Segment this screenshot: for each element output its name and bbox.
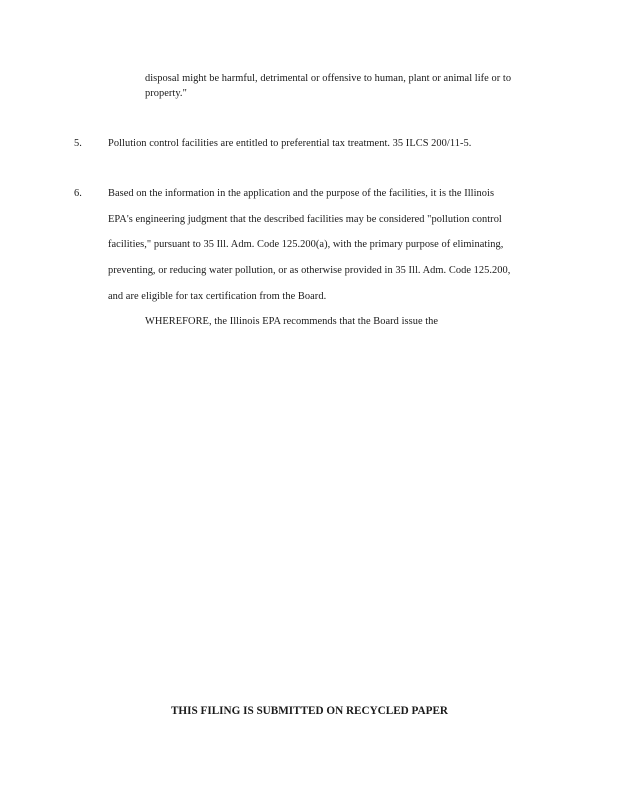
paragraph-5-text: Pollution control facilities are entitled to preferential tax treatment. 35 ILCS 200/11-5. [108,138,472,149]
paragraph-6-line-4: preventing, or reducing water pollution, or as otherwise provided in 35 Ill. Adm. Code 125.200, [108,265,511,276]
recycled-paper-footer: THIS FILING IS SUBMITTED ON RECYCLED PAPER [170,705,449,717]
paragraph-6-line-2: EPA's engineering judgment that the described facilities may be considered "pollution control [108,214,502,225]
paragraph-6-number: 6. [74,188,82,199]
paragraph-5-number: 5. [74,138,82,149]
paragraph-6-line-1: Based on the information in the application and the purpose of the facilities, it is the Illinois [108,188,495,199]
quote-continuation-line-1: disposal might be harmful, detrimental or offensive to human, plant or animal life or to [145,73,512,84]
paragraph-6-line-5: and are eligible for tax certification from the Board. [108,291,327,302]
wherefore-clause: WHEREFORE, the Illinois EPA recommends that the Board issue the [145,316,439,327]
paragraph-6-line-3: facilities," pursuant to 35 Ill. Adm. Code 125.200(a), with the primary purpose of eliminating, [108,239,504,250]
quote-continuation-line-2: property." [145,88,187,99]
